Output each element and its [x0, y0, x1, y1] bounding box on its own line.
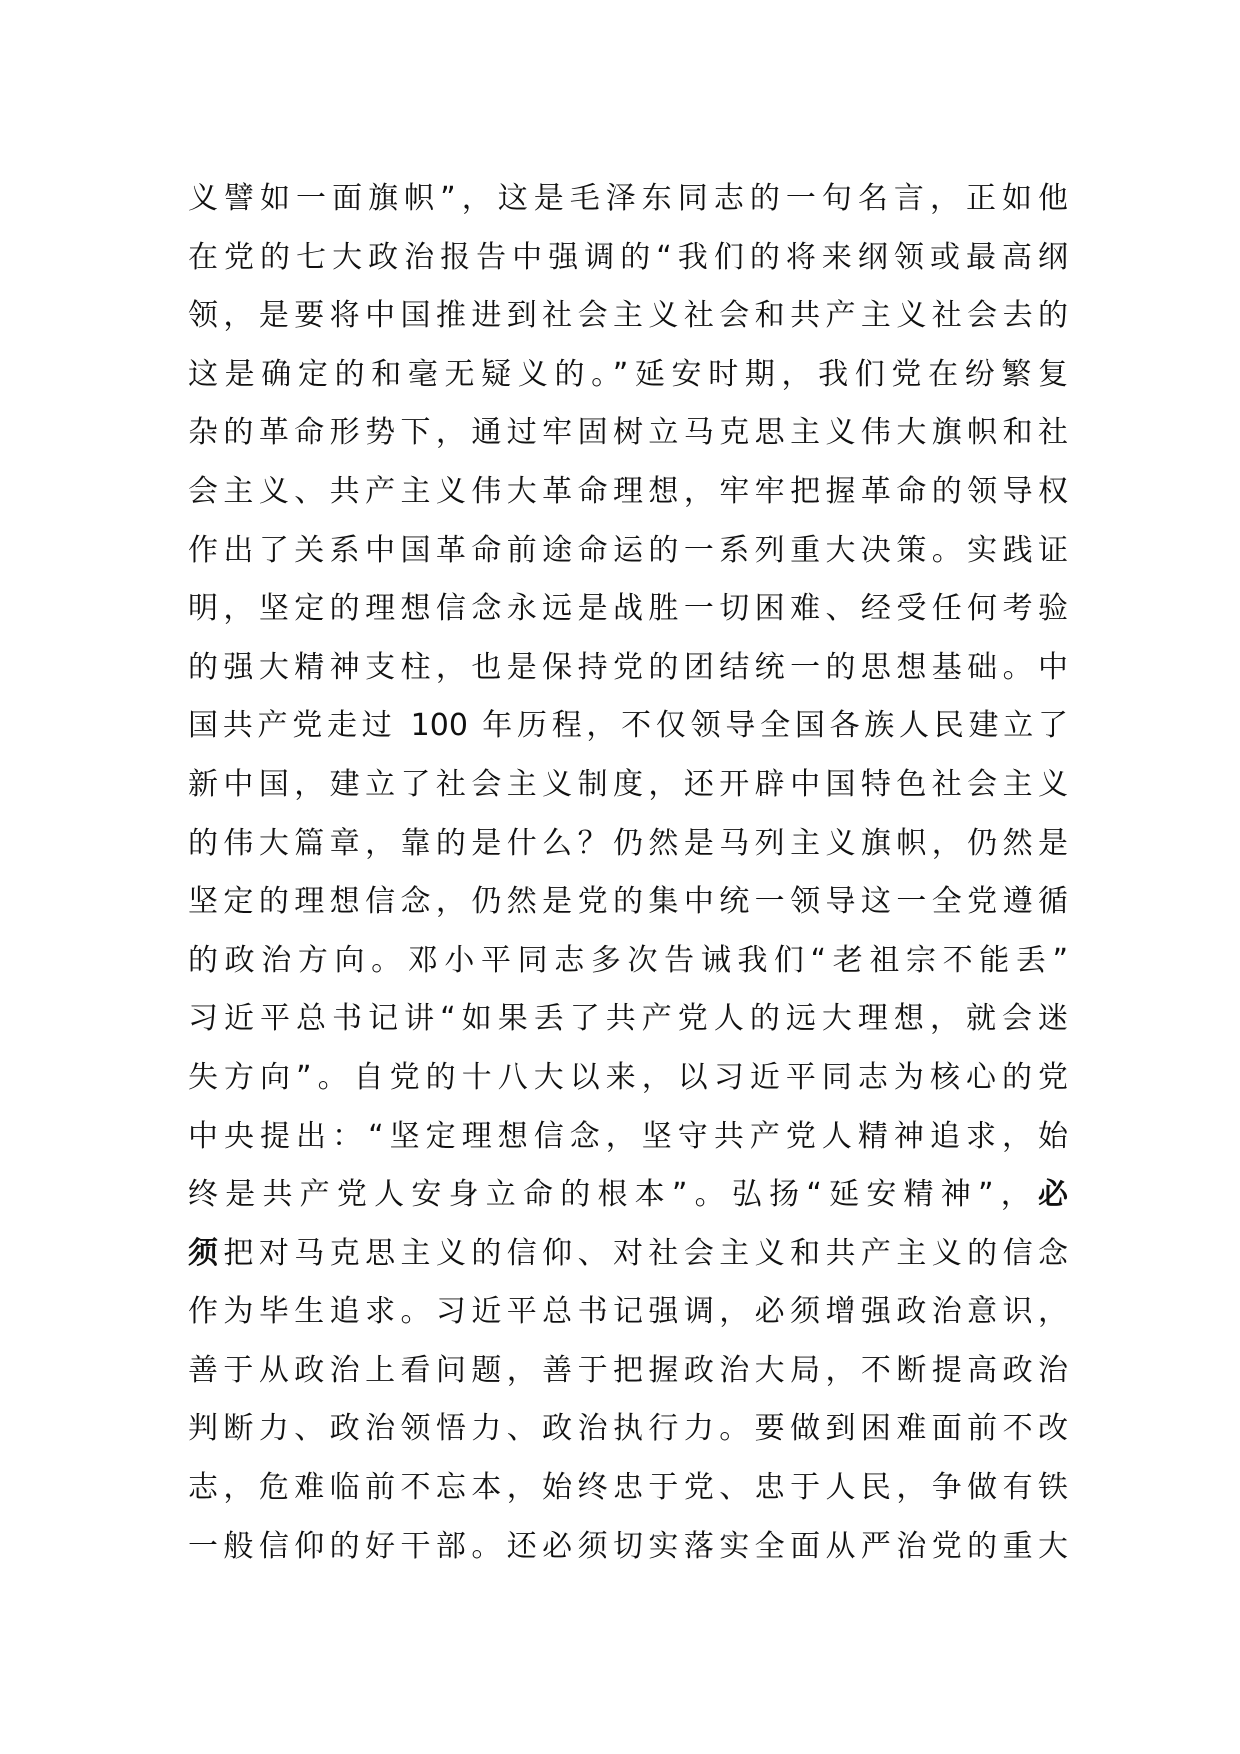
text-line: 领，是要将中国推进到社会主义社会和共产主义社会去的 — [188, 298, 1068, 334]
text-line: 明，坚定的理想信念永远是战胜一切困难、经受任何考验 — [188, 591, 1068, 627]
text-line: 坚定的理想信念，仍然是党的集中统一领导这一全党遵循 — [188, 884, 1068, 920]
text-run: 终是共产党人安身立命的根本”。弘扬“延安精神”， — [188, 1177, 1038, 1213]
text-line: 志，危难临前不忘本，始终忠于党、忠于人民，争做有铁 — [188, 1470, 1068, 1506]
text-line — [188, 1166, 1068, 1225]
text-line: 作出了关系中国革命前途命运的一系列重大决策。实践证 — [188, 532, 1068, 568]
text-line: 一般信仰的好干部。还必须切实落实全面从严治党的重大 — [188, 1528, 1068, 1564]
bold-text: 必 — [1038, 1177, 1068, 1213]
text-line: 这是确定的和毫无疑义的。”延安时期，我们党在纷繁复 — [188, 356, 1068, 392]
text-line: 义譬如一面旗帜”，这是毛泽东同志的一句名言，正如他 — [188, 181, 1068, 216]
body-paragraph — [188, 170, 1068, 1576]
text-line: 失方向”。自党的十八大以来，以习近平同志为核心的党 — [188, 1059, 1068, 1095]
text-line: 会主义、共产主义伟大革命理想，牢牢把握革命的领导权 — [188, 473, 1068, 509]
text-line: 国共产党走过 100 年历程，不仅领导全国各族人民建立了 — [188, 708, 1068, 744]
text-run: 把对马克思主义的信仰、对社会主义和共产主义的信念 — [223, 1235, 1069, 1271]
text-line: 的政治方向。邓小平同志多次告诫我们“老祖宗不能丢” — [188, 942, 1068, 978]
text-line: 在党的七大政治报告中强调的“我们的将来纲领或最高纲 — [188, 239, 1068, 275]
text-line: 习近平总书记讲“如果丢了共产党人的远大理想，就会迷 — [188, 1001, 1068, 1037]
bold-text: 须 — [188, 1235, 224, 1271]
text-line: 新中国，建立了社会主义制度，还开辟中国特色社会主义 — [188, 766, 1068, 802]
text-line: 判断力、政治领悟力、政治执行力。要做到困难面前不改 — [188, 1411, 1068, 1447]
text-line — [188, 1225, 1068, 1284]
text-line: 的伟大篇章，靠的是什么？仍然是马列主义旗帜，仍然是 — [188, 825, 1068, 861]
text-line: 善于从政治上看问题，善于把握政治大局，不断提高政治 — [188, 1352, 1068, 1388]
text-line: 杂的革命形势下，通过牢固树立马克思主义伟大旗帜和社 — [188, 415, 1068, 451]
text-line: 的强大精神支柱，也是保持党的团结统一的思想基础。中 — [188, 649, 1068, 685]
text-line: 中央提出：“坚定理想信念，坚守共产党人精神追求，始 — [188, 1118, 1068, 1154]
text-line: 作为毕生追求。习近平总书记强调，必须增强政治意识， — [188, 1294, 1068, 1330]
